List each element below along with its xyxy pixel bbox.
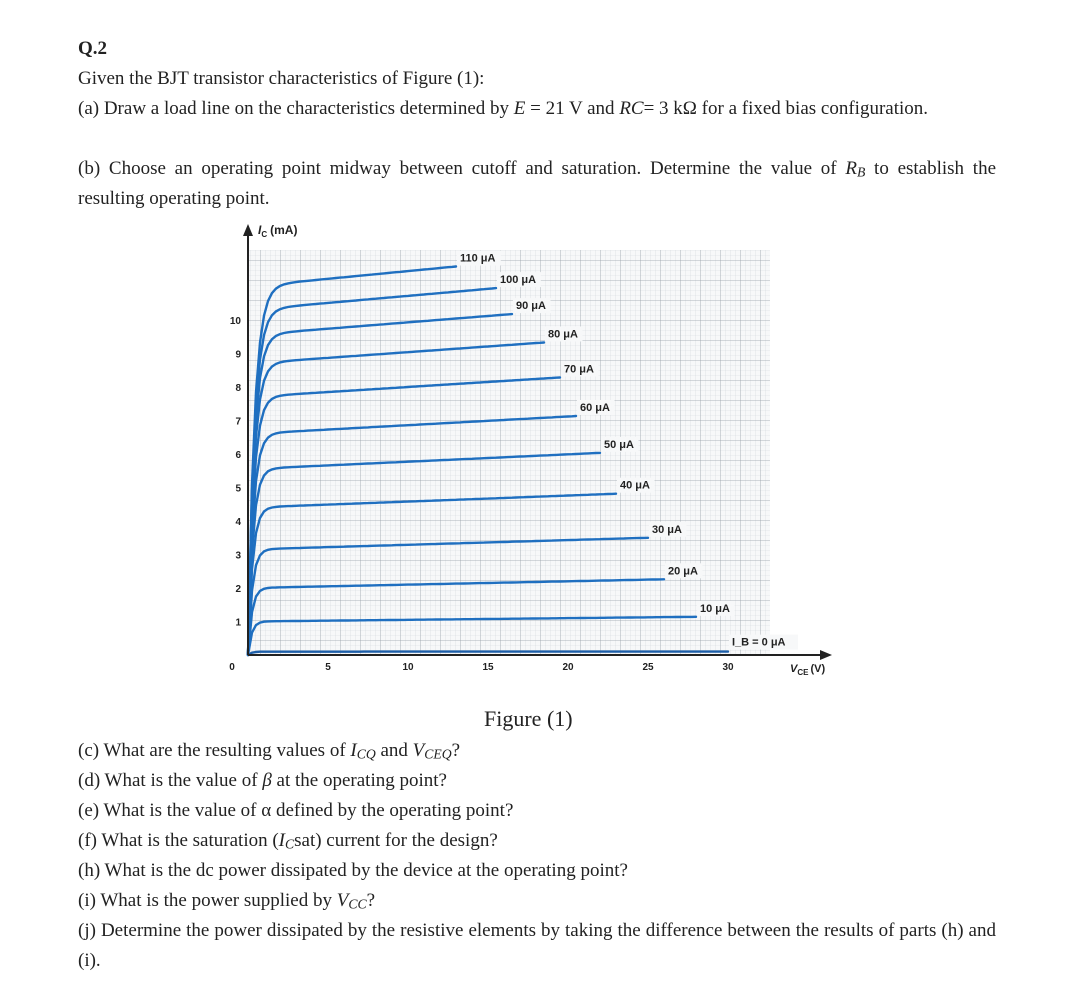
part-b-post: to establish the resulting operating point.	[78, 158, 997, 209]
question-i-post: ?	[366, 890, 376, 911]
x-tick-25: 25	[642, 662, 654, 673]
y-tick-10: 10	[229, 316, 241, 327]
x-tick-0: 0	[229, 662, 235, 673]
x-axis-label: $V_{CE}$ (V)	[790, 663, 826, 677]
x-tick-labels	[229, 662, 734, 673]
figure-caption: Figure (1)	[484, 706, 573, 731]
y-tick-5: 5	[235, 483, 241, 495]
curve-label-80ua: 80 μA	[548, 328, 578, 341]
question-i-pre: (i) What is the power supplied by	[78, 890, 337, 911]
question-f-pre: (f) What is the saturation (	[78, 830, 279, 851]
question-i-v-subscript: CC	[348, 896, 367, 912]
question-d-post: at the operating point?	[271, 770, 447, 791]
x-tick-10: 10	[402, 662, 414, 673]
curve-label-20ua: 20 μA	[668, 565, 698, 578]
curve-label-90ua: 90 μA	[516, 300, 546, 313]
part-a-pre: (a) Draw a load line on the characteristics determined by	[78, 98, 514, 119]
characteristics-chart	[220, 220, 860, 700]
part-a-rc-symbol: RC	[619, 98, 644, 119]
question-f-i-subscript: C	[285, 836, 295, 852]
part-a-text	[78, 94, 996, 124]
question-f	[78, 826, 498, 856]
part-b-r-subscript: B	[856, 164, 866, 180]
x-axis-arrow-icon	[820, 650, 832, 660]
x-tick-15: 15	[482, 662, 494, 673]
question-f-i-symbol: I	[278, 830, 285, 851]
question-i	[78, 886, 375, 916]
question-i-v-symbol: V	[336, 890, 349, 911]
question-f-post: sat) current for the design?	[294, 830, 498, 851]
x-tick-5: 5	[325, 662, 331, 673]
part-a-e-symbol: E	[513, 98, 526, 119]
question-c-v-symbol: V	[412, 740, 425, 761]
curve-label-100ua: 100 μA	[500, 274, 537, 287]
curve-label-40ua: 40 μA	[620, 479, 650, 492]
curve-label-0ua: I_B = 0 μA	[732, 636, 786, 649]
question-c-post: ?	[451, 740, 461, 761]
x-tick-30: 30	[722, 662, 734, 673]
part-b-r-symbol: R	[845, 158, 857, 179]
curve-label-50ua: 50 μA	[604, 438, 634, 451]
question-h: (h) What is the dc power dissipated by the device at the operating point?	[78, 860, 628, 881]
question-c-pre: (c) What are the resulting values of	[78, 740, 351, 761]
question-c	[78, 736, 460, 766]
y-axis-arrow-icon	[243, 224, 253, 236]
part-b-pre: (b) Choose an operating point midway between cutoff and saturation. Determine the value of	[78, 158, 846, 179]
y-tick-2: 2	[235, 584, 241, 595]
part-a-eq2: = 3 kΩ for a fixed bias configuration.	[643, 98, 929, 119]
curve-label-70ua: 70 μA	[564, 363, 594, 376]
bjt-characteristics-figure	[220, 220, 860, 700]
question-c-i-symbol: I	[350, 740, 357, 761]
question-intro: Given the BJT transistor characteristics of Figure (1):	[78, 68, 485, 89]
part-a-eq1: = 21 V and	[525, 98, 620, 119]
y-tick-1: 1	[235, 617, 241, 629]
y-tick-4: 4	[235, 517, 241, 528]
curve-label-30ua: 30 μA	[652, 523, 682, 536]
question-d-pre: (d) What is the value of	[78, 770, 263, 791]
question-d	[78, 766, 447, 796]
part-b-text	[78, 154, 996, 214]
x-tick-20: 20	[562, 662, 574, 673]
question-c-i-subscript: CQ	[356, 746, 376, 762]
y-tick-6: 6	[235, 450, 241, 461]
curve-label-110ua: 110 μA	[460, 252, 496, 265]
question-number: Q.2	[78, 38, 108, 59]
major-grid	[248, 250, 770, 655]
y-tick-8: 8	[235, 383, 241, 394]
question-j: (j) Determine the power dissipated by the resistive elements by taking the difference between the results of parts (h) and (i).	[78, 920, 996, 971]
y-tick-labels	[230, 316, 242, 629]
y-tick-3: 3	[235, 550, 241, 562]
question-e: (e) What is the value of α defined by the operating point?	[78, 800, 514, 821]
question-c-v-subscript: CEQ	[424, 746, 452, 762]
y-axis-label: $I_C$ (mA)	[258, 223, 298, 239]
curve-label-10ua: 10 μA	[700, 602, 730, 615]
y-tick-7: 7	[235, 416, 241, 428]
question-d-beta-symbol: β	[262, 770, 272, 791]
question-c-mid: and	[375, 740, 413, 761]
curve-label-60ua: 60 μA	[580, 402, 610, 414]
y-tick-9: 9	[235, 349, 241, 361]
